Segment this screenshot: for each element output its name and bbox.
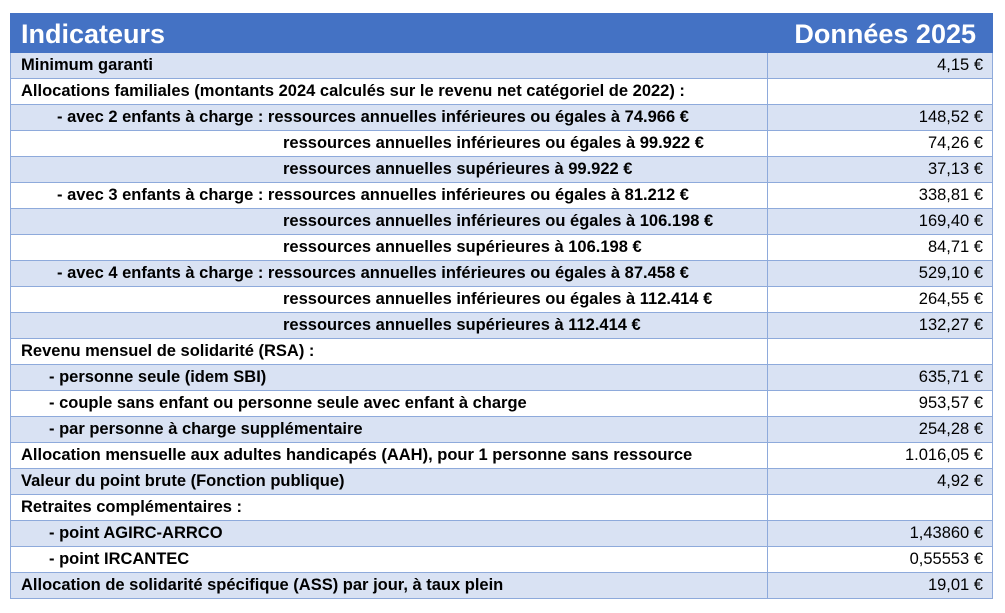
row-value: 1.016,05 € [905,446,983,464]
table-row [10,157,993,183]
row-value: 4,92 € [937,472,983,490]
table-row [10,209,993,235]
row-value: 0,55553 € [909,550,983,568]
table-row [10,261,993,287]
row-label: ressources annuelles inférieures ou égales à 99.922 € [11,131,768,156]
row-label: ressources annuelles supérieures à 106.198 € [11,235,768,260]
row-value: 1,43860 € [909,524,983,542]
row-label: Revenu mensuel de solidarité (RSA) : [11,339,768,364]
row-label: - point AGIRC-ARRCO [11,521,768,546]
row-label: ressources annuelles supérieures à 112.414 € [11,313,768,338]
row-value: 74,26 € [927,134,983,152]
table-row [10,131,993,157]
table-row [10,313,993,339]
table-row [10,391,993,417]
table-row [10,183,993,209]
row-label: ressources annuelles supérieures à 99.922 € [11,157,768,182]
table-header [10,13,993,53]
row-value: 254,28 € [918,420,983,438]
table-row [10,53,993,79]
row-value: 148,52 € [918,108,983,126]
indicators-table [10,13,993,599]
row-label: Allocations familiales (montants 2024 calculés sur le revenu net catégoriel de 2022) : [11,79,768,104]
table-row [10,287,993,313]
row-value: 635,71 € [918,368,983,386]
row-label: Allocation de solidarité spécifique (ASS) par jour, à taux plein [11,573,768,598]
table-row [10,521,993,547]
row-value: 4,15 € [937,56,983,74]
row-value [768,495,992,520]
row-label: - avec 3 enfants à charge : ressources annuelles inférieures ou égales à 81.212 € [11,183,768,208]
row-value: 84,71 € [927,238,983,256]
row-value: 132,27 € [918,316,983,334]
table-row [10,365,993,391]
row-value: 953,57 € [918,394,983,412]
row-value: 37,13 € [927,160,983,178]
row-value: 529,10 € [918,264,983,282]
header-indicators: Indicateurs [21,19,166,49]
row-value: 264,55 € [918,290,983,308]
row-label: Minimum garanti [11,53,768,78]
row-label: - avec 4 enfants à charge : ressources annuelles inférieures ou égales à 87.458 € [11,261,768,286]
header-data-2025: Données 2025 [794,19,976,49]
row-label: - point IRCANTEC [11,547,768,572]
table-row [10,417,993,443]
row-label: ressources annuelles inférieures ou égales à 106.198 € [11,209,768,234]
row-value [768,339,992,364]
row-value: 338,81 € [918,186,983,204]
row-label: Valeur du point brute (Fonction publique) [11,469,768,494]
row-label: - par personne à charge supplémentaire [11,417,768,442]
row-label: ressources annuelles inférieures ou égales à 112.414 € [11,287,768,312]
row-label: Allocation mensuelle aux adultes handicapés (AAH), pour 1 personne sans ressource [11,443,768,468]
row-label: - avec 2 enfants à charge : ressources annuelles inférieures ou égales à 74.966 € [11,105,768,130]
table-row [10,547,993,573]
table-row [10,469,993,495]
row-label: - personne seule (idem SBI) [11,365,768,390]
row-label: Retraites complémentaires : [11,495,768,520]
table-row [10,443,993,469]
table-row [10,105,993,131]
table-row [10,573,993,599]
table-row [10,339,993,365]
table-row [10,235,993,261]
table-row [10,79,993,105]
table-row [10,495,993,521]
row-value: 19,01 € [927,576,983,594]
row-label: - couple sans enfant ou personne seule avec enfant à charge [11,391,768,416]
row-value [768,79,992,104]
row-value: 169,40 € [918,212,983,230]
